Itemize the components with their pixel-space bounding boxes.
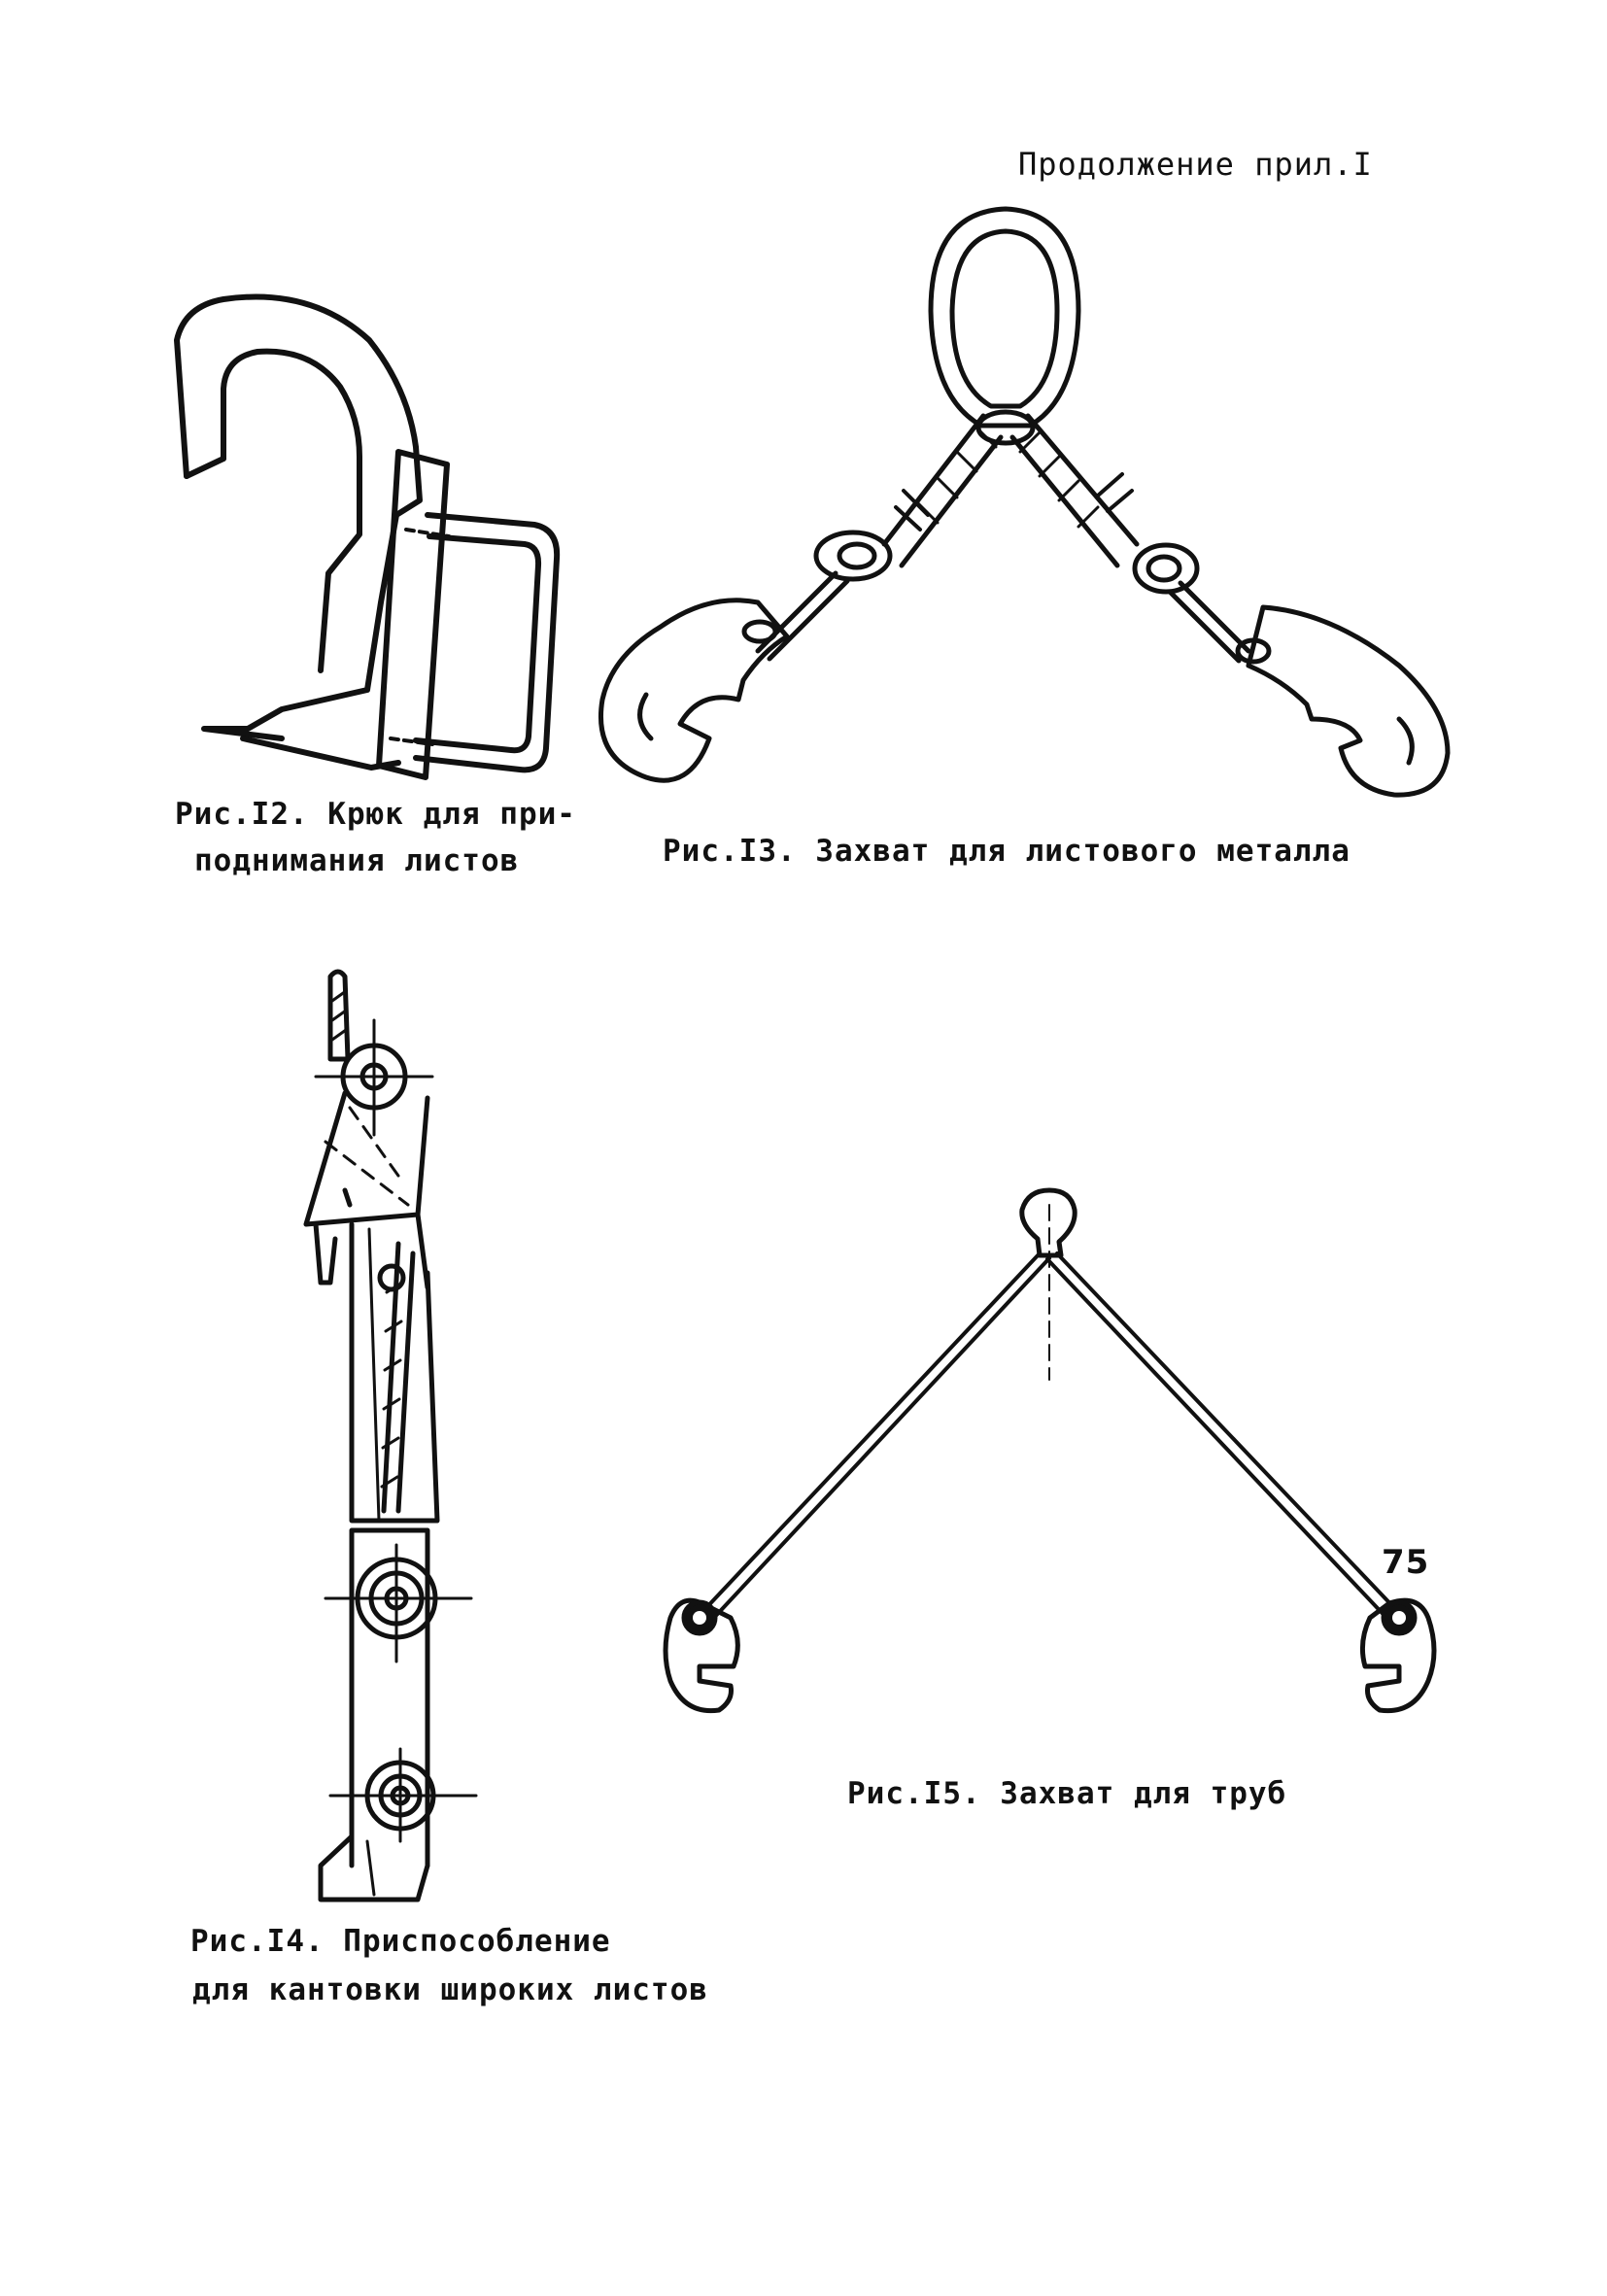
section-header: Продолжение прил.I: [1018, 146, 1373, 183]
figure-12-caption-line2: поднимания листов: [194, 843, 520, 878]
figure-13-sheet-grab-drawing: [593, 194, 1467, 816]
figure-14-caption-line2: для кантовки широких листов: [192, 1972, 708, 2007]
figure-15-pipe-grab-drawing: [641, 1185, 1477, 1730]
figure-15-caption: Рис.I5. Захват для труб: [847, 1776, 1287, 1811]
figure-13-caption: Рис.I3. Захват для листового металла: [663, 834, 1351, 869]
figure-12-caption-line1: Рис.I2. Крюк для при-: [175, 797, 576, 832]
figure-12-hook-drawing: [165, 282, 593, 787]
figure-14-turning-device-drawing: [291, 962, 505, 1914]
page-number: 75: [1382, 1543, 1430, 1582]
figure-14-caption-line1: Рис.I4. Приспособление: [190, 1924, 611, 1959]
